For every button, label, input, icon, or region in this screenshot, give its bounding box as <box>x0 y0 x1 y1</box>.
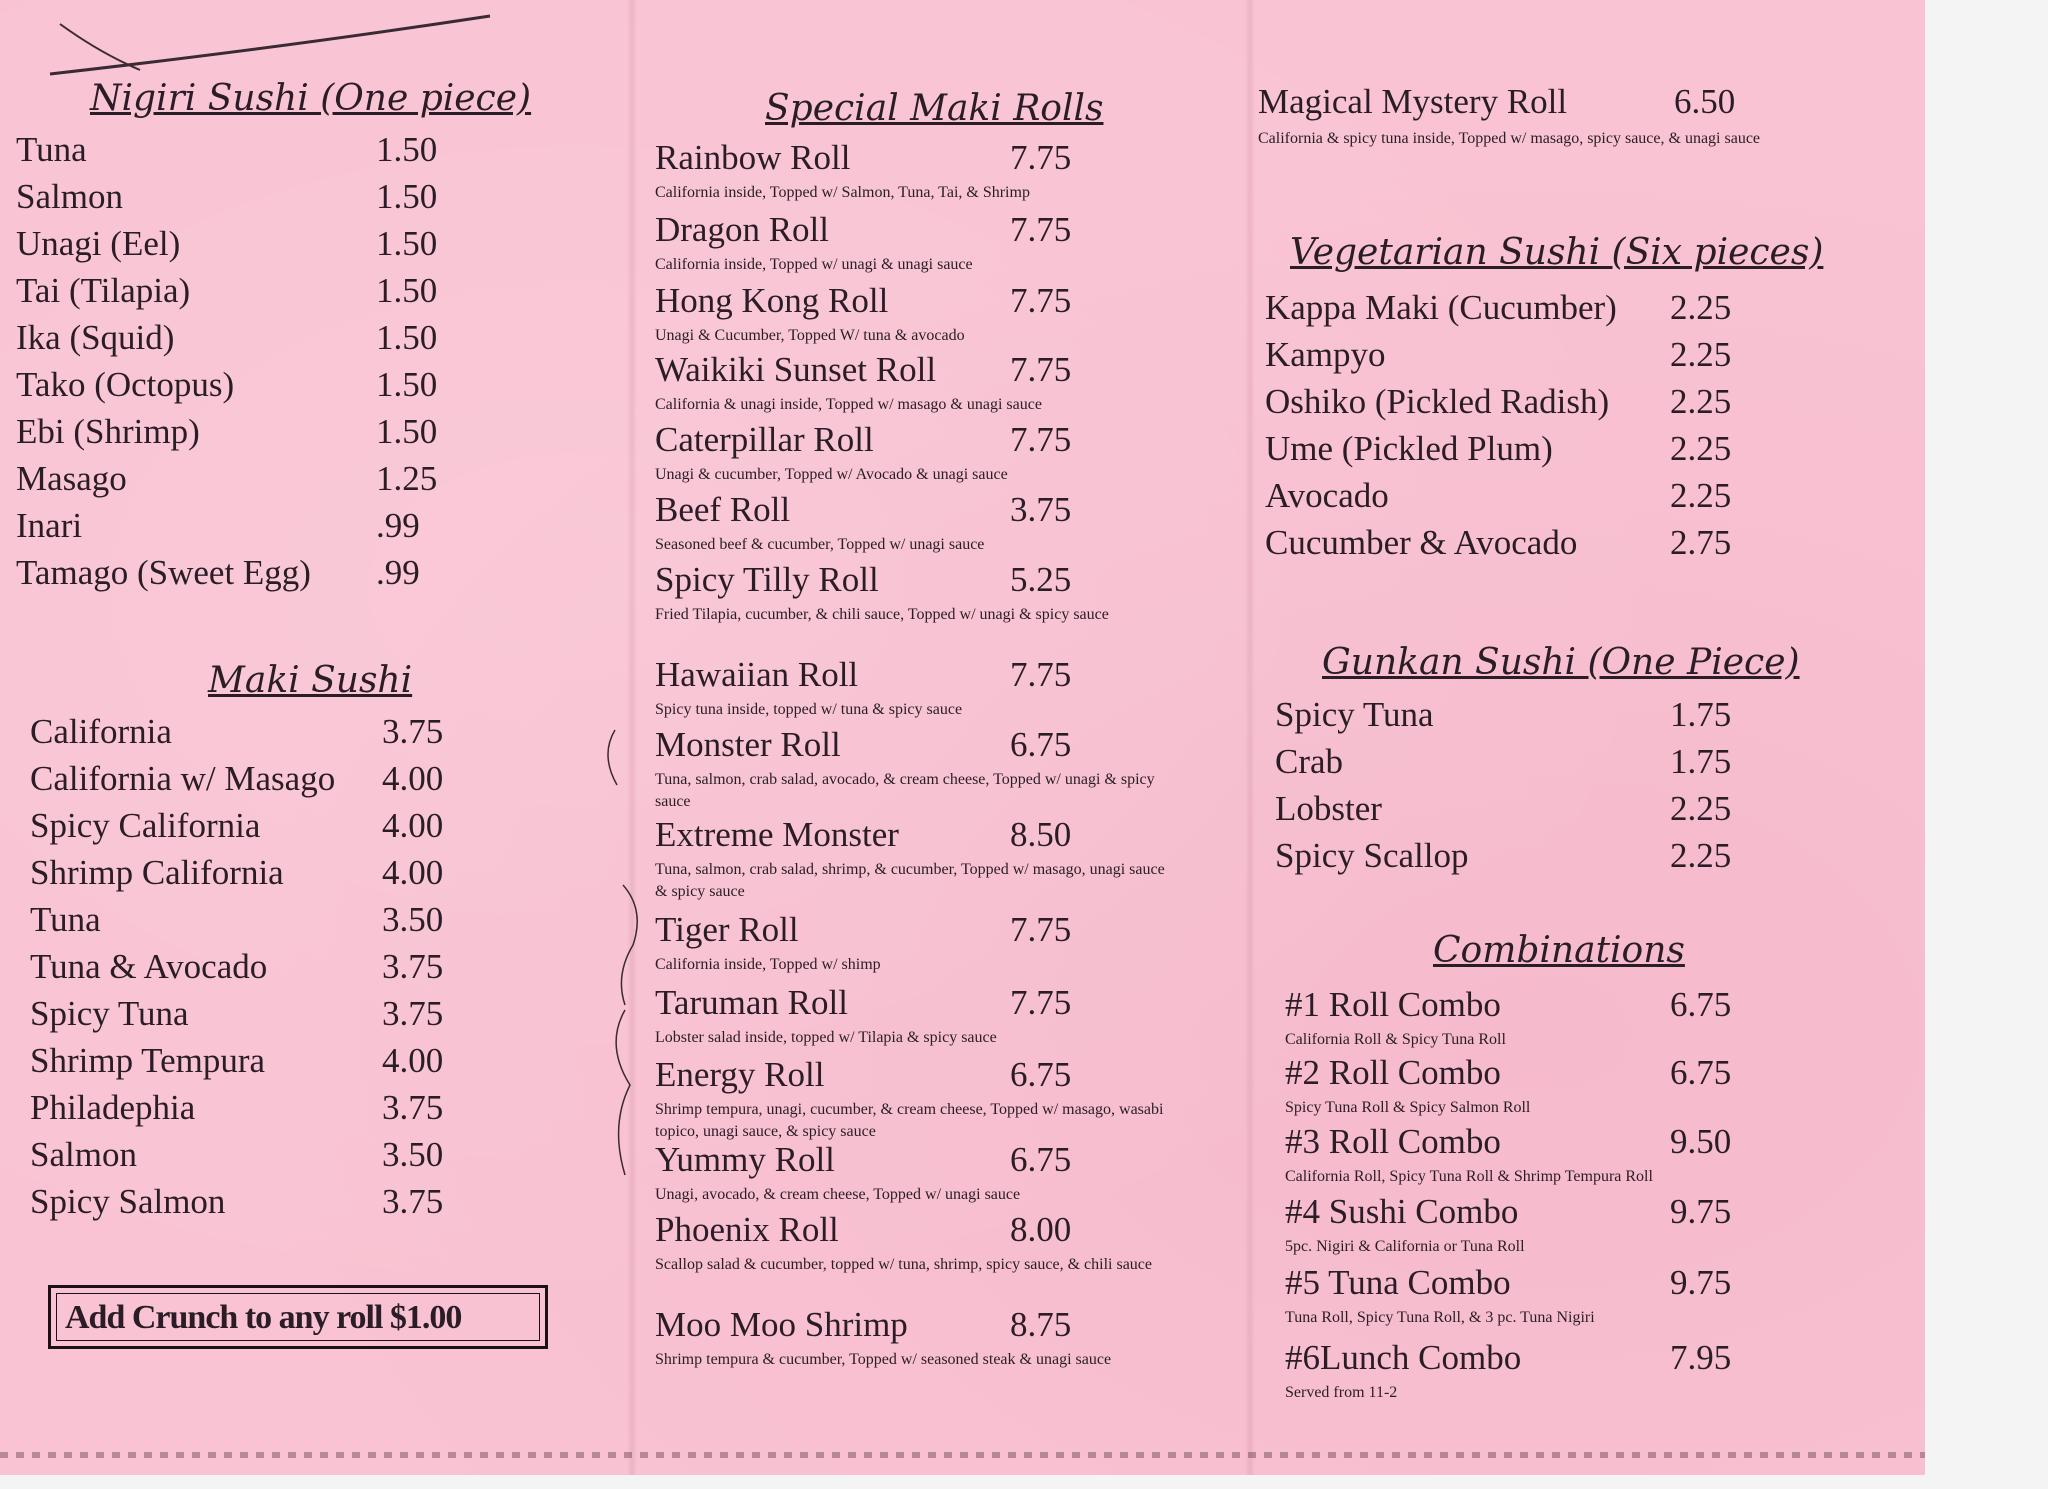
item-description: Spicy tuna inside, topped w/ tuna & spicy sauce <box>655 701 963 718</box>
item-name: #4 Sushi Combo <box>1285 1192 1519 1231</box>
item-name: Cucumber & Avocado <box>1265 523 1578 562</box>
item-price: 6.75 <box>1010 1055 1072 1094</box>
item-price: 7.75 <box>1010 655 1072 694</box>
item-price: 1.25 <box>376 459 438 498</box>
item-description: Tuna, salmon, crab salad, avocado, & cream cheese, Topped w/ unagi & spicy sauce <box>655 771 1155 810</box>
item-price: 2.25 <box>1670 789 1732 828</box>
list-item <box>1275 836 1760 880</box>
item-description: Seasoned beef & cucumber, Topped w/ unagi sauce <box>655 536 985 553</box>
list-item <box>1265 335 1760 379</box>
list-item <box>1275 695 1760 739</box>
item-price: 6.75 <box>1670 985 1732 1024</box>
item-name: Shrimp Tempura <box>30 1041 266 1080</box>
item-price: 4.00 <box>382 1041 444 1080</box>
item-price: 3.50 <box>382 1135 444 1174</box>
item-name: Salmon <box>30 1135 137 1174</box>
item-price: 8.00 <box>1010 1210 1072 1249</box>
list-item <box>1285 1053 1765 1123</box>
gunkan-heading: Gunkan Sushi (One Piece) <box>1322 642 1800 683</box>
item-price: 5.25 <box>1010 560 1072 599</box>
item-price: 7.75 <box>1010 138 1072 177</box>
item-name: #2 Roll Combo <box>1285 1053 1501 1092</box>
item-price: 4.00 <box>382 806 444 845</box>
item-price: 1.75 <box>1670 695 1732 734</box>
item-description: Tuna Roll, Spicy Tuna Roll, & 3 pc. Tuna Nigiri <box>1285 1309 1595 1326</box>
item-price: 7.75 <box>1010 420 1072 459</box>
item-name: Waikiki Sunset Roll <box>655 350 937 389</box>
item-description: Fried Tilapia, cucumber, & chili sauce, Topped w/ unagi & spicy sauce <box>655 606 1109 623</box>
special-heading: Special Maki Rolls <box>765 88 1104 129</box>
item-name: Kappa Maki (Cucumber) <box>1265 288 1617 327</box>
item-name: Philadephia <box>30 1088 196 1127</box>
maki-heading: Maki Sushi <box>208 660 413 701</box>
item-price: 7.75 <box>1010 281 1072 320</box>
item-description: California Roll & Spicy Tuna Roll <box>1285 1031 1506 1048</box>
item-price: 8.50 <box>1010 815 1072 854</box>
item-description: California & spicy tuna inside, Topped w/ masago, spicy sauce, & unagi sauce <box>1258 130 1761 147</box>
item-name: Tamago (Sweet Egg) <box>16 553 311 592</box>
item-name: Oshiko (Pickled Radish) <box>1265 382 1610 421</box>
item-price: 4.00 <box>382 759 444 798</box>
item-name: Hawaiian Roll <box>655 655 859 694</box>
item-name: Tuna & Avocado <box>30 947 268 986</box>
item-price: 7.75 <box>1010 350 1072 389</box>
list-item <box>1285 1192 1765 1262</box>
item-description: California inside, Topped w/ shimp <box>655 956 881 973</box>
item-price: 9.50 <box>1670 1122 1732 1161</box>
item-price: 2.25 <box>1670 382 1732 421</box>
list-item <box>1285 1263 1765 1333</box>
add-crunch-text: Add Crunch to any roll $1.00 <box>56 1293 540 1341</box>
item-price: 3.75 <box>382 947 444 986</box>
item-price: 1.75 <box>1670 742 1732 781</box>
item-price: 6.50 <box>1674 82 1736 121</box>
item-name: Kampyo <box>1265 335 1386 374</box>
item-name: Tai (Tilapia) <box>16 271 191 310</box>
item-name: Spicy Tuna <box>1275 695 1434 734</box>
item-price: 1.50 <box>376 271 438 310</box>
item-name: Spicy Tuna <box>30 994 189 1033</box>
item-name: Energy Roll <box>655 1055 825 1094</box>
item-price: 7.75 <box>1010 210 1072 249</box>
item-description: 5pc. Nigiri & California or Tuna Roll <box>1285 1238 1525 1255</box>
item-name: Moo Moo Shrimp <box>655 1305 908 1344</box>
item-description: California inside, Topped w/ unagi & unagi sauce <box>655 256 973 273</box>
item-price: 3.75 <box>1010 490 1072 529</box>
item-price: 3.75 <box>382 1182 444 1221</box>
item-name: Lobster <box>1275 789 1382 828</box>
item-description: Shrimp tempura, unagi, cucumber, & cream cheese, Topped w/ masago, wasabi topico, unagi sauce, & spicy sauce <box>655 1101 1164 1140</box>
combinations-heading: Combinations <box>1433 930 1685 971</box>
item-price: 8.75 <box>1010 1305 1072 1344</box>
item-name: Tuna <box>16 130 87 169</box>
item-name: Masago <box>16 459 127 498</box>
item-name: Spicy Tilly Roll <box>655 560 879 599</box>
item-name: Rainbow Roll <box>655 138 851 177</box>
nigiri-heading: Nigiri Sushi (One piece) <box>90 78 532 119</box>
item-description: Unagi, avocado, & cream cheese, Topped w/ unagi sauce <box>655 1186 1021 1203</box>
item-price: .99 <box>376 506 420 545</box>
item-price: 2.75 <box>1670 523 1732 562</box>
list-item <box>1285 985 1765 1055</box>
item-name: Spicy California <box>30 806 261 845</box>
item-description: California inside, Topped w/ Salmon, Tuna, Tai, & Shrimp <box>655 184 1030 201</box>
item-name: Ebi (Shrimp) <box>16 412 200 451</box>
item-name: #1 Roll Combo <box>1285 985 1501 1024</box>
list-item <box>1258 82 1818 172</box>
item-name: California <box>30 712 172 751</box>
item-price: 2.25 <box>1670 429 1732 468</box>
item-name: #3 Roll Combo <box>1285 1122 1501 1161</box>
item-price: 6.75 <box>1010 725 1072 764</box>
item-description: Served from 11-2 <box>1285 1384 1398 1401</box>
item-price: 6.75 <box>1010 1140 1072 1179</box>
item-name: Tiger Roll <box>655 910 799 949</box>
item-name: Caterpillar Roll <box>655 420 874 459</box>
item-name: Shrimp California <box>30 853 284 892</box>
item-price: 9.75 <box>1670 1192 1732 1231</box>
item-description: Unagi & cucumber, Topped w/ Avocado & unagi sauce <box>655 466 1008 483</box>
item-name: Ika (Squid) <box>16 318 175 357</box>
item-description: California Roll, Spicy Tuna Roll & Shrimp Tempura Roll <box>1285 1168 1653 1185</box>
list-item <box>1285 1122 1765 1192</box>
list-item <box>1265 429 1760 473</box>
item-description: Unagi & Cucumber, Topped W/ tuna & avocado <box>655 327 965 344</box>
item-price: 1.50 <box>376 130 438 169</box>
item-price: 7.95 <box>1670 1338 1732 1377</box>
item-price: 1.50 <box>376 224 438 263</box>
item-description: California & unagi inside, Topped w/ masago & unagi sauce <box>655 396 1042 413</box>
item-name: Unagi (Eel) <box>16 224 181 263</box>
item-price: 9.75 <box>1670 1263 1732 1302</box>
item-description: Lobster salad inside, topped w/ Tilapia & spicy sauce <box>655 1029 997 1046</box>
item-name: Dragon Roll <box>655 210 830 249</box>
item-name: Salmon <box>16 177 123 216</box>
item-price: 4.00 <box>382 853 444 892</box>
vegetarian-heading: Vegetarian Sushi (Six pieces) <box>1290 232 1824 273</box>
item-description: Shrimp tempura & cucumber, Topped w/ seasoned steak & unagi sauce <box>655 1351 1112 1368</box>
item-price: .99 <box>376 553 420 592</box>
item-name: Beef Roll <box>655 490 791 529</box>
list-item <box>1275 742 1760 786</box>
item-price: 3.75 <box>382 994 444 1033</box>
item-name: #6Lunch Combo <box>1285 1338 1522 1377</box>
item-price: 3.50 <box>382 900 444 939</box>
item-price: 2.25 <box>1670 288 1732 327</box>
list-item <box>1265 476 1760 520</box>
item-price: 6.75 <box>1670 1053 1732 1092</box>
item-price: 2.25 <box>1670 836 1732 875</box>
item-price: 3.75 <box>382 1088 444 1127</box>
item-name: #5 Tuna Combo <box>1285 1263 1511 1302</box>
item-name: California w/ Masago <box>30 759 336 798</box>
item-price: 7.75 <box>1010 983 1072 1022</box>
item-name: Yummy Roll <box>655 1140 835 1179</box>
item-name: Taruman Roll <box>655 983 848 1022</box>
item-price: 1.50 <box>376 412 438 451</box>
item-description: Scallop salad & cucumber, topped w/ tuna, shrimp, spicy sauce, & chili sauce <box>655 1256 1153 1273</box>
item-name: Inari <box>16 506 83 545</box>
item-name: Phoenix Roll <box>655 1210 839 1249</box>
item-price: 2.25 <box>1670 335 1732 374</box>
item-name: Ume (Pickled Plum) <box>1265 429 1553 468</box>
list-item <box>1265 382 1760 426</box>
item-name: Tako (Octopus) <box>16 365 235 404</box>
list-item <box>1265 288 1760 332</box>
item-price: 1.50 <box>376 177 438 216</box>
item-description: Spicy Tuna Roll & Spicy Salmon Roll <box>1285 1099 1531 1116</box>
item-price: 3.75 <box>382 712 444 751</box>
item-description: Tuna, salmon, crab salad, shrimp, & cucumber, Topped w/ masago, unagi sauce & spicy sauce <box>655 861 1165 900</box>
item-price: 1.50 <box>376 365 438 404</box>
item-name: Avocado <box>1265 476 1389 515</box>
item-name: Tuna <box>30 900 101 939</box>
item-price: 1.50 <box>376 318 438 357</box>
list-item <box>1285 1338 1765 1408</box>
item-name: Spicy Salmon <box>30 1182 226 1221</box>
item-name: Crab <box>1275 742 1344 781</box>
item-name: Monster Roll <box>655 725 841 764</box>
item-name: Hong Kong Roll <box>655 281 889 320</box>
item-price: 2.25 <box>1670 476 1732 515</box>
list-item <box>1265 523 1760 567</box>
list-item <box>1275 789 1760 833</box>
item-price: 7.75 <box>1010 910 1072 949</box>
item-name: Spicy Scallop <box>1275 836 1469 875</box>
item-name: Extreme Monster <box>655 815 899 854</box>
item-name: Magical Mystery Roll <box>1258 82 1568 121</box>
